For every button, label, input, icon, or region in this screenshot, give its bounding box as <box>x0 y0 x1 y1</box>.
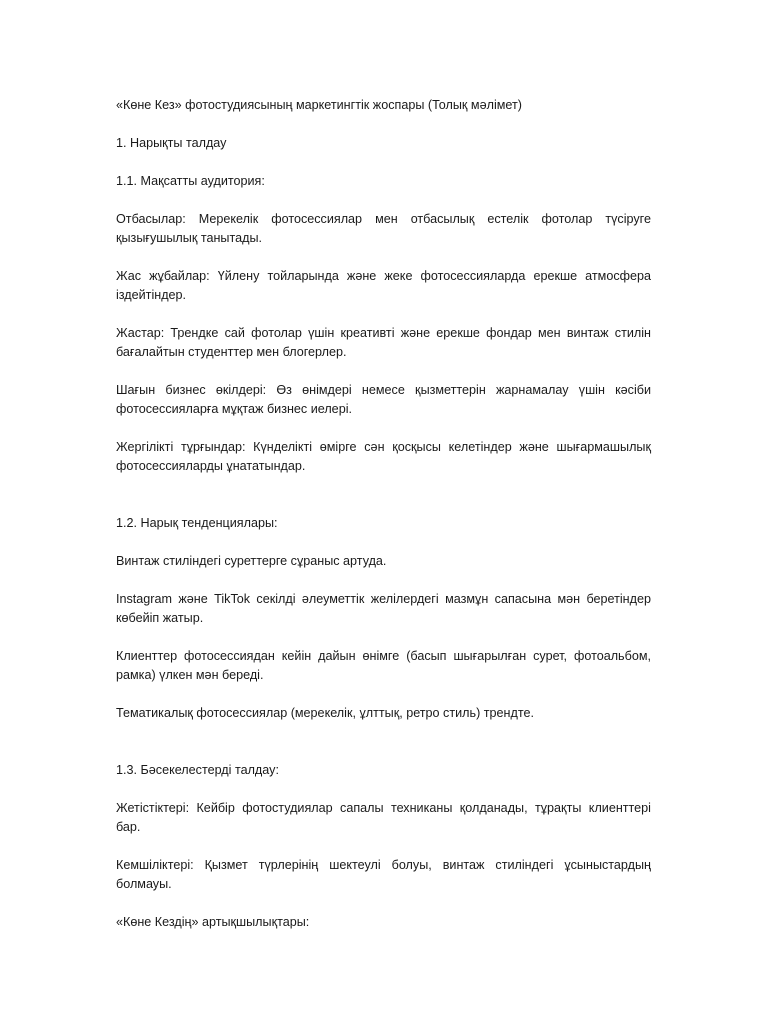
audience-paragraph-local-residents: Жергілікті тұрғындар: Күнделікті өмірге сән қосқысы келетіндер және шығармашылық фотосессияларды ұнататындар. <box>116 440 651 473</box>
subsection-heading-target-audience: 1.1. Мақсатты аудитория: <box>116 174 265 188</box>
section-heading-market-analysis: 1. Нарықты талдау <box>116 136 227 150</box>
trend-paragraph-thematic: Тематикалық фотосессиялар (мерекелік, ұлттық, ретро стиль) трендте. <box>116 706 534 720</box>
audience-paragraph-couples: Жас жұбайлар: Үйлену тойларында және жеке фотосессияларда ерекше атмосфера іздейтіндер. <box>116 269 651 302</box>
subsection-heading-competitor-analysis: 1.3. Бәсекелестерді талдау: <box>116 763 279 777</box>
competitor-paragraph-weaknesses: Кемшіліктері: Қызмет түрлерінің шектеулі болуы, винтаж стиліндегі ұсыныстардың болмауы. <box>116 858 651 891</box>
trend-paragraph-vintage: Винтаж стиліндегі суреттерге сұраныс артуда. <box>116 554 387 568</box>
audience-paragraph-youth: Жастар: Трендке сай фотолар үшін креативті және ерекше фондар мен винтаж стилін бағалайтын студенттер мен блогерлер. <box>116 326 651 359</box>
audience-paragraph-families: Отбасылар: Мерекелік фотосессиялар мен отбасылық естелік фотолар түсіруге қызығушылық танытады. <box>116 212 651 245</box>
competitor-paragraph-advantages: «Көне Кездің» артықшылықтары: <box>116 915 310 929</box>
trend-paragraph-social-media: Instagram және TikTok секілді әлеуметтік желілердегі мазмұн сапасына мән беретіндер көбейіп жатыр. <box>116 592 651 625</box>
competitor-paragraph-strengths: Жетістіктері: Кейбір фотостудиялар сапалы техниканы қолданады, тұрақты клиенттері бар. <box>116 801 651 834</box>
blank-line <box>116 742 651 761</box>
document-page <box>116 96 651 951</box>
audience-paragraph-small-business: Шағын бизнес өкілдері: Өз өнімдері немесе қызметтерін жарнамалау үшін кәсіби фотосессияларға мұқтаж бизнес иелері. <box>116 383 651 416</box>
document-title: «Көне Кез» фотостудиясының маркетингтік жоспары (Толық мәлімет) <box>116 98 522 112</box>
trend-paragraph-finished-product: Клиенттер фотосессиядан кейін дайын өнімге (басып шығарылған сурет, фотоальбом, рамка) үлкен мән береді. <box>116 649 651 682</box>
blank-line <box>116 495 651 514</box>
subsection-heading-market-trends: 1.2. Нарық тенденциялары: <box>116 516 278 530</box>
